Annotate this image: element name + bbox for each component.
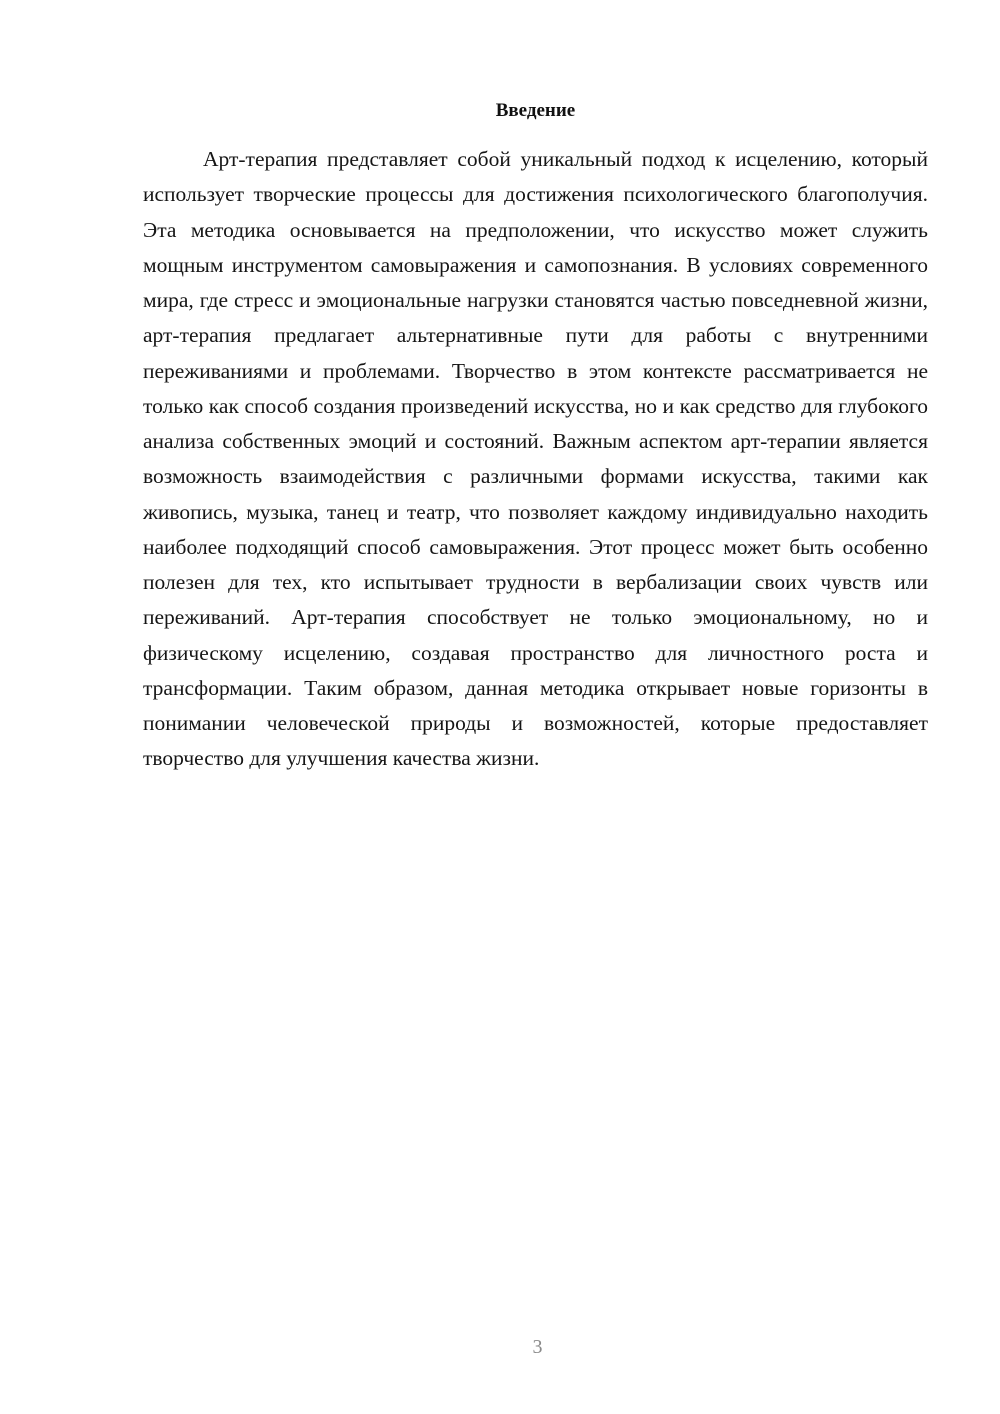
section-heading: Введение (495, 100, 576, 121)
page-number: 3 (532, 1336, 543, 1358)
page-content (143, 97, 928, 777)
body-paragraph: Арт-терапия представляет собой уникальный подход к исцелению, который использует творческие процессы для достижения психологического благополучия. Эта методика основывается на предположении, что искусство может служить мощным инструментом самовыражения и самопознания. В условиях современного мира, где стресс и эмоциональные нагрузки становятся частью повседневной жизни, арт-терапия предлагает альтернативные пути для работы с внутренними переживаниями и проблемами. Творчество в этом контексте рассматривается не только как способ создания произведений искусства, но и как средство для глубокого анализа собственных эмоций и состояний. Важным аспектом арт-терапии является возможность взаимодействия с различными формами искусства, такими как живопись, музыка, танец и театр, что позволяет каждому индивидуально находить наиболее подходящий способ самовыражения. Этот процесс может быть особенно полезен для тех, кто испытывает трудности в вербализации своих чувств или переживаний. Арт-терапия способствует не только эмоциональному, но и физическому исцелению, создавая пространство для личностного роста и трансформации. Таким образом, данная методика открывает новые горизонты в понимании человеческой природы и возможностей, которые предоставляет творчество для улучшения качества жизни. (143, 147, 928, 771)
